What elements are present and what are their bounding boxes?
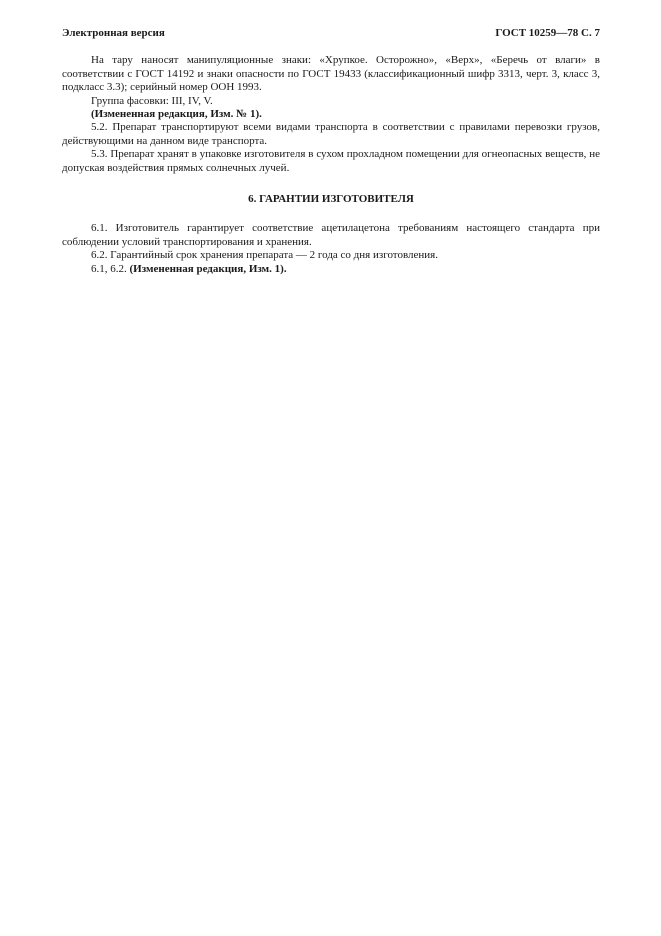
edition-note-2-bold: (Измененная редакция, Изм. 1). bbox=[129, 262, 287, 275]
paragraph-marking: На тару наносят манипуляционные знаки: «Хрупкое. Осторожно», «Верх», «Беречь от влаги» в соответствии с ГОСТ 14192 и знаки опасности по ГОСТ 19433 (классификационный шифр 3313, черт. 3, класс 3, подкласс 3.3); серийный номер ООН 1993. bbox=[62, 54, 600, 94]
edition-note-2 bbox=[62, 263, 600, 276]
header-right: ГОСТ 10259—78 С. 7 bbox=[495, 27, 600, 39]
page-header bbox=[62, 27, 600, 40]
paragraph-5-2: 5.2. Препарат транспортируют всеми видами транспорта в соответствии с правилами перевозки грузов, действующими на данном виде транспорта. bbox=[62, 121, 600, 147]
document-page bbox=[62, 27, 600, 276]
paragraph-5-3: 5.3. Препарат хранят в упаковке изготовителя в сухом прохладном помещении для огнеопасных веществ, не допуская воздействия прямых солнечных лучей. bbox=[62, 148, 600, 174]
paragraph-6-1: 6.1. Изготовитель гарантирует соответствие ацетилацетона требованиям настоящего стандарта при соблюдении условий транспортирования и хранения. bbox=[62, 222, 600, 248]
edition-note-2-prefix: 6.1, 6.2. bbox=[91, 262, 127, 275]
paragraph-6-2: 6.2. Гарантийный срок хранения препарата — 2 года со дня изготовления. bbox=[91, 249, 438, 262]
edition-note-1: (Измененная редакция, Изм. № 1). bbox=[91, 108, 262, 121]
section-title: 6. ГАРАНТИИ ИЗГОТОВИТЕЛЯ bbox=[248, 193, 414, 206]
paragraph-packing-group: Группа фасовки: III, IV, V. bbox=[91, 94, 213, 107]
header-left: Электронная версия bbox=[62, 27, 165, 39]
